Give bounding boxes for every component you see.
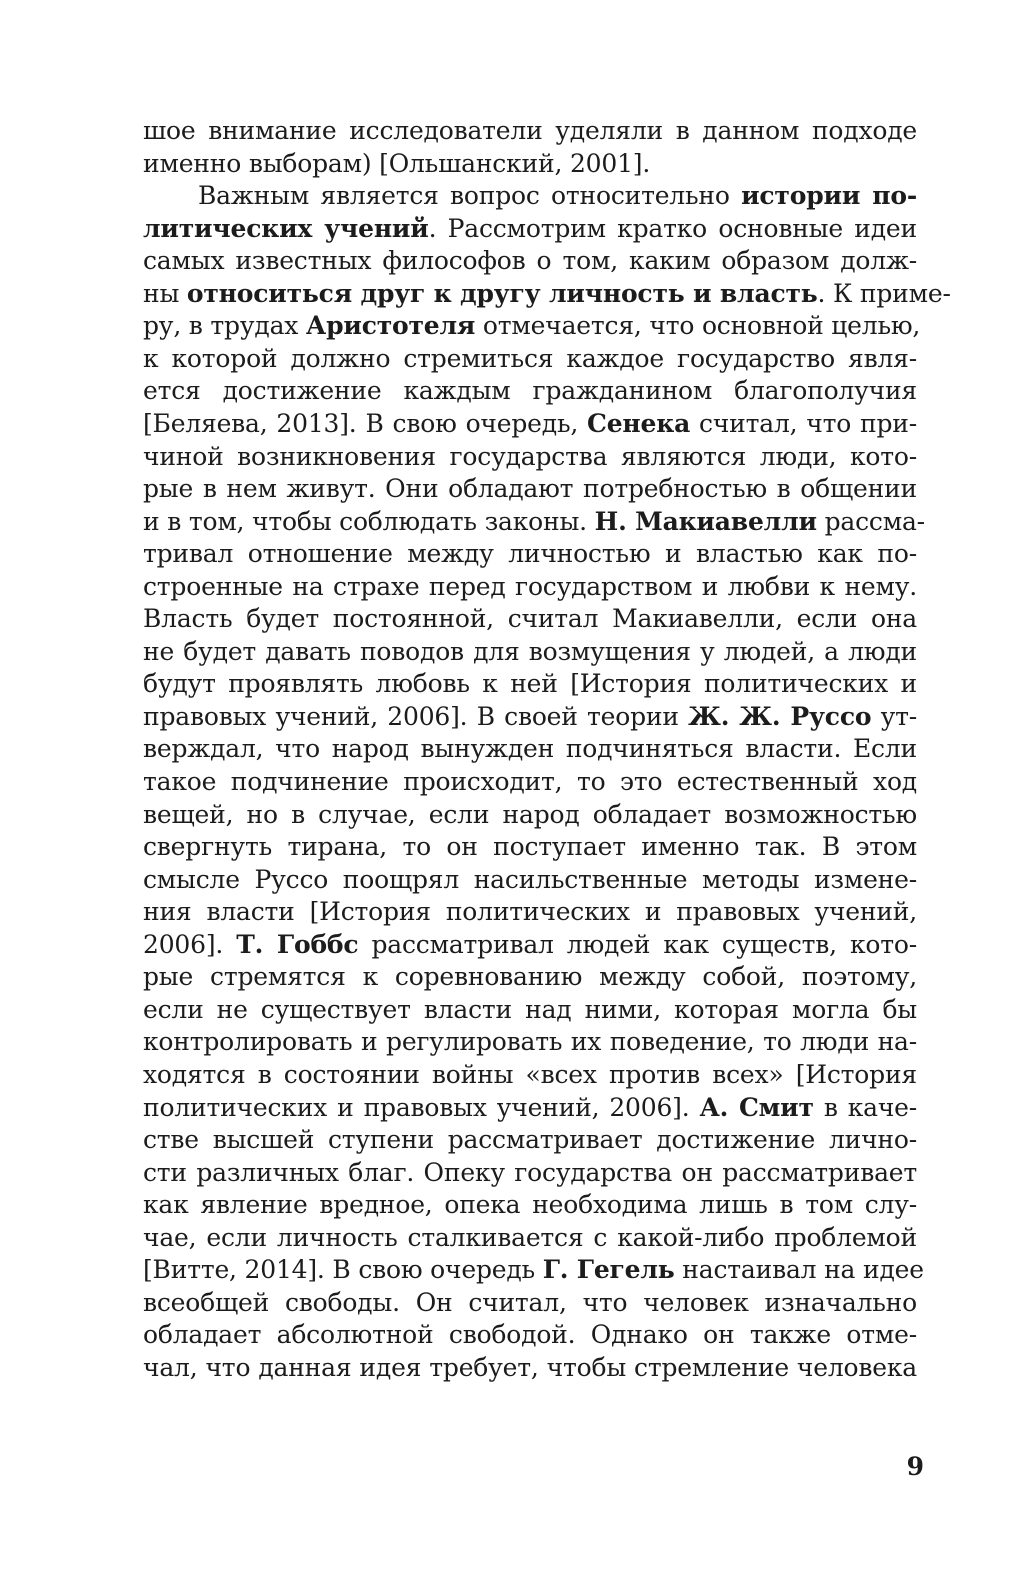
text-line bbox=[143, 374, 917, 408]
text-run: самых известных философов о том, каким образом долж- bbox=[143, 246, 917, 276]
text-run: смысле Руссо поощрял насильственные методы измене- bbox=[143, 864, 917, 894]
text-line bbox=[143, 114, 917, 148]
text-run: свергнуть тирана, то он поступает именно так. В этом bbox=[143, 832, 917, 862]
text-run: рые стремятся к соревнованию между собой, поэтому, bbox=[143, 962, 917, 992]
text-run: правовых учений, 2006]. В своей теории bbox=[143, 701, 689, 731]
text-run: рассматривал людей как существ, кото- bbox=[358, 929, 917, 959]
text-line bbox=[143, 1286, 917, 1320]
text-run: чиной возникновения государства являются люди, кото- bbox=[143, 441, 917, 471]
text-run: шое внимание исследователи уделяли в данном подходе bbox=[143, 116, 917, 145]
text-line bbox=[143, 505, 925, 539]
text-line bbox=[143, 570, 917, 604]
text-line bbox=[143, 1351, 917, 1385]
text-line bbox=[143, 635, 917, 669]
text-run: такое подчинение происходит, то это естественный ход bbox=[143, 767, 917, 796]
text-run: чал, что данная идея требует, чтобы стремление человека bbox=[143, 1352, 917, 1382]
text-run: отмечается, что основной целью, bbox=[475, 311, 921, 341]
text-line bbox=[143, 212, 917, 246]
text-line bbox=[143, 342, 917, 376]
text-run: политических и правовых учений, 2006]. bbox=[143, 1092, 700, 1122]
text-run: рые в нем живут. Они обладают потребностью в общении bbox=[143, 474, 917, 503]
text-run: 2006]. bbox=[143, 929, 237, 959]
text-run: ния власти [История политических и правовых учений, bbox=[143, 897, 917, 927]
text-run: чае, если личность сталкивается с какой-либо проблемой bbox=[143, 1222, 917, 1252]
bold-term: А. Смит bbox=[699, 1092, 814, 1122]
text-run: ется достижение каждым гражданином благополучия bbox=[143, 376, 917, 406]
bold-term: относиться друг к другу личность и власть bbox=[186, 278, 818, 308]
text-line bbox=[143, 928, 917, 962]
text-line bbox=[143, 960, 917, 994]
text-run: . Рассмотрим кратко основные идеи bbox=[428, 213, 917, 243]
text-line bbox=[143, 147, 917, 181]
text-run: верждал, что народ вынужден подчиняться власти. Если bbox=[143, 734, 917, 764]
bold-term: истории по- bbox=[741, 181, 917, 211]
bold-term: Н. Макиавелли bbox=[594, 506, 817, 536]
text-run: и в том, чтобы соблюдать законы. bbox=[143, 506, 595, 536]
text-line bbox=[143, 993, 917, 1027]
text-run: . К приме- bbox=[817, 278, 951, 308]
text-run: ут- bbox=[871, 701, 918, 731]
bold-term: Г. Гегель bbox=[542, 1255, 675, 1285]
text-run: Важным является вопрос относительно bbox=[198, 181, 742, 211]
text-run: считал, что при- bbox=[690, 408, 918, 438]
text-line bbox=[143, 309, 921, 343]
text-line bbox=[143, 1221, 917, 1255]
bold-term: Аристотеля bbox=[305, 311, 476, 341]
text-line bbox=[143, 1058, 917, 1092]
text-run: настаивал на идее bbox=[674, 1255, 924, 1285]
text-run: в каче- bbox=[813, 1092, 918, 1122]
text-line bbox=[143, 667, 917, 701]
text-run: всеобщей свободы. Он считал, что человек изначально bbox=[143, 1287, 917, 1317]
text-run: [Витте, 2014]. В свою очередь bbox=[143, 1255, 543, 1285]
text-run: рассма- bbox=[816, 506, 925, 536]
text-run: если не существует власти над ними, которая могла бы bbox=[143, 994, 917, 1024]
text-line bbox=[143, 602, 917, 636]
text-line bbox=[143, 732, 917, 766]
text-line bbox=[143, 1318, 917, 1352]
text-line bbox=[143, 863, 917, 897]
text-line bbox=[143, 1123, 917, 1157]
bold-term: Т. Гоббс bbox=[236, 929, 359, 959]
text-line bbox=[143, 798, 917, 832]
text-line bbox=[143, 440, 917, 474]
text-line bbox=[143, 1091, 917, 1125]
text-line bbox=[143, 407, 917, 441]
text-run: ходятся в состоянии войны «всех против всех» [История bbox=[143, 1059, 917, 1089]
text-run: к которой должно стремиться каждое государство явля- bbox=[143, 343, 917, 373]
text-run: ны bbox=[143, 278, 187, 308]
text-line bbox=[143, 1025, 917, 1059]
text-run: обладает абсолютной свободой. Однако он также отме- bbox=[143, 1320, 917, 1350]
text-run: Власть будет постоянной, считал Макиавелли, если она bbox=[143, 604, 917, 634]
text-run: как явление вредное, опека необходима лишь в том слу- bbox=[143, 1190, 917, 1220]
bold-term: Сенека bbox=[587, 408, 691, 438]
text-run: не будет давать поводов для возмущения у людей, а люди bbox=[143, 636, 917, 666]
text-run: ру, в трудах bbox=[143, 311, 306, 341]
text-line bbox=[143, 895, 917, 929]
text-line bbox=[143, 537, 917, 571]
text-line bbox=[143, 700, 917, 734]
text-run: сти различных благ. Опеку государства он рассматривает bbox=[143, 1157, 917, 1187]
bold-term: литических учений bbox=[143, 213, 429, 243]
bold-term: Ж. Ж. Руссо bbox=[688, 701, 872, 731]
text-line bbox=[143, 1188, 917, 1222]
text-line bbox=[143, 244, 917, 278]
text-line bbox=[198, 179, 917, 213]
text-line bbox=[143, 830, 917, 864]
text-run: контролировать и регулировать их поведение, то люди на- bbox=[143, 1027, 917, 1057]
text-line bbox=[143, 1156, 917, 1190]
text-line bbox=[143, 1253, 924, 1287]
text-run: тривал отношение между личностью и властью как по- bbox=[143, 539, 917, 569]
text-line bbox=[143, 765, 917, 799]
text-run: строенные на страхе перед государством и любви к нему. bbox=[143, 571, 917, 601]
text-run: стве высшей ступени рассматривает достижение лично- bbox=[143, 1125, 917, 1154]
text-line bbox=[143, 472, 917, 506]
text-run: именно выборам) [Ольшанский, 2001]. bbox=[143, 148, 651, 178]
text-line bbox=[143, 277, 951, 311]
text-run: будут проявлять любовь к ней [История политических и bbox=[143, 669, 917, 699]
text-run: вещей, но в случае, если народ обладает возможностью bbox=[143, 799, 917, 829]
page-number: 9 bbox=[906, 1452, 924, 1481]
text-run: [Беляева, 2013]. В свою очередь, bbox=[143, 408, 588, 438]
